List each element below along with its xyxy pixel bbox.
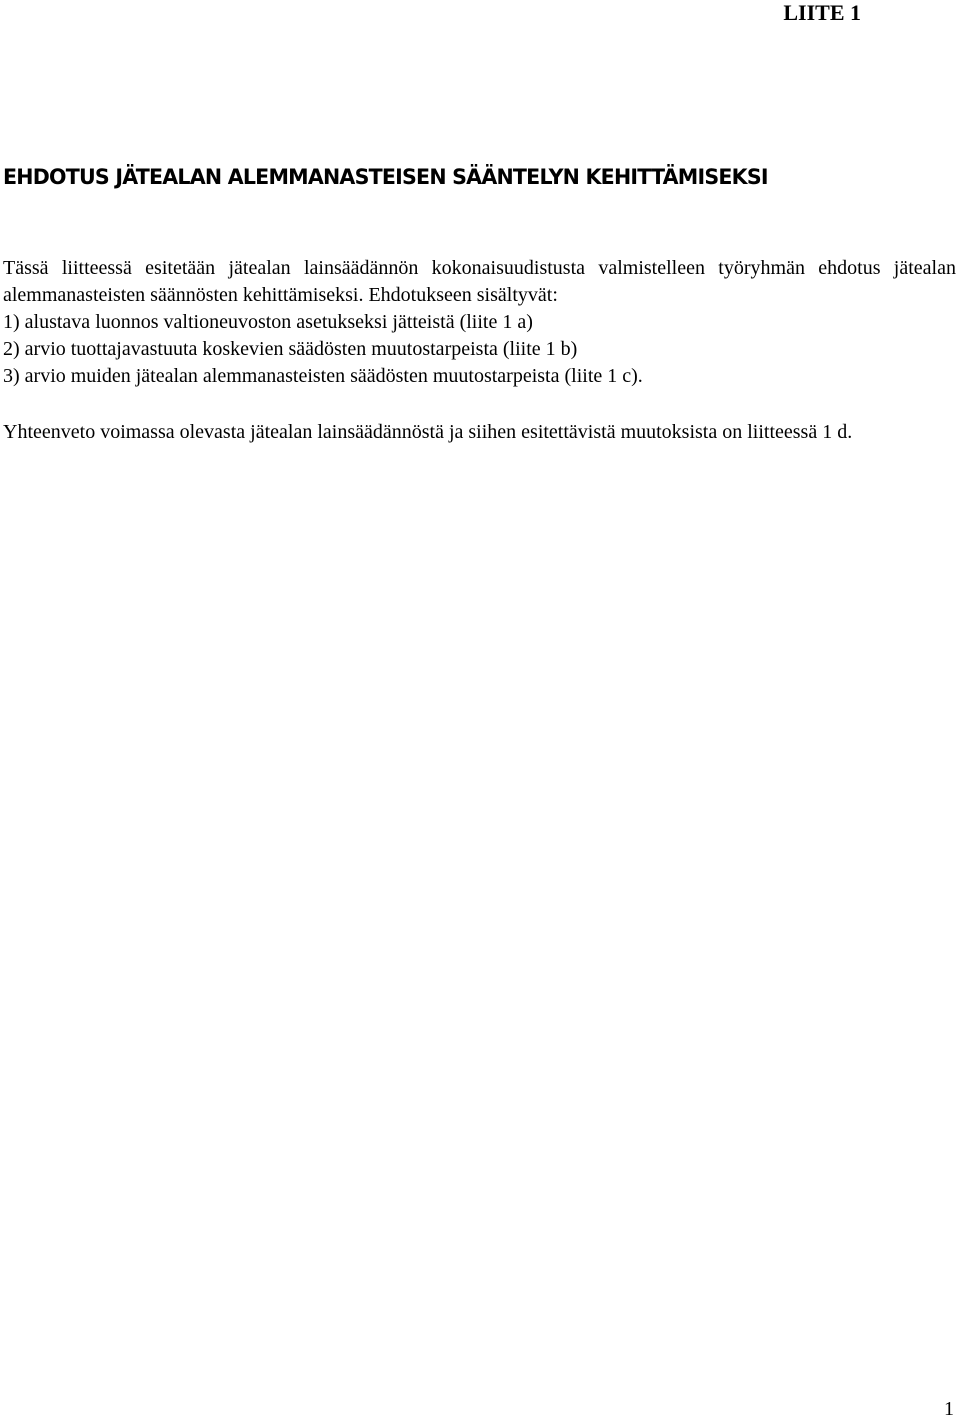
list-item: 1) alustava luonnos valtioneuvoston asetukseksi jätteistä (liite 1 a) (3, 311, 533, 333)
intro-text: Tässä liitteessä esitetään jätealan lainsäädännön kokonaisuudistusta valmistelleen työryhmän ehdotus jätealan alemmanasteisten säännösten kehittämiseksi. Ehdotukseen sisältyvät: (3, 257, 956, 306)
document-title: EHDOTUS JÄTEALAN ALEMMANASTEISEN SÄÄNTELYN KEHITTÄMISEKSI (3, 165, 768, 189)
appendix-label: LIITE 1 (783, 0, 861, 25)
list-item: 2) arvio tuottajavastuuta koskevien säädösten muutostarpeista (liite 1 b) (3, 338, 578, 360)
summary-paragraph (3, 419, 956, 446)
intro-paragraph (3, 255, 956, 390)
page-number: 1 (944, 1398, 954, 1420)
list-item: 3) arvio muiden jätealan alemmanasteisten säädösten muutostarpeista (liite 1 c). (3, 365, 643, 387)
summary-text: Yhteenveto voimassa olevasta jätealan lainsäädännöstä ja siihen esitettävistä muutoksista on liitteessä 1 d. (3, 421, 853, 443)
